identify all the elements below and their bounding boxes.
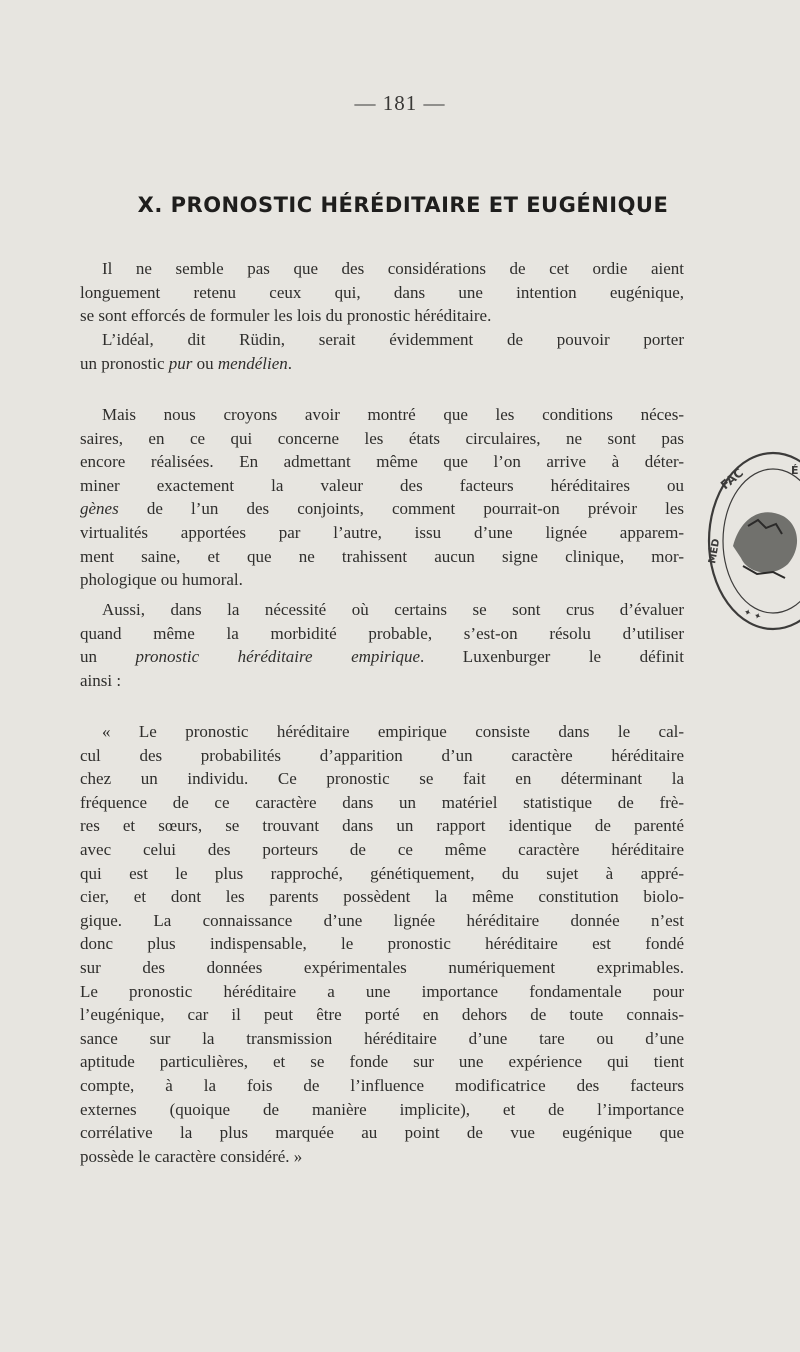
text-line: aptitude particulières, et se fonde sur une expérience qui tient (80, 1052, 684, 1072)
library-stamp (703, 446, 800, 636)
text-line: gique. La connaissance d’une lignée héréditaire donnée n’est (80, 910, 684, 930)
text-line (80, 645, 684, 669)
svg-text:É: É (791, 464, 799, 477)
text-line: corrélative la plus marquée au point de vue eugénique que (80, 1123, 684, 1143)
text-line: Le pronostic héréditaire a une importance fondamentale pour (80, 981, 684, 1001)
text-line: qui est le plus rapproché, génétiquement, du sujet à appré- (80, 863, 684, 883)
text-line: ment saine, et que ne trahissent aucun signe clinique, mor- (80, 546, 684, 566)
text-line: sance sur la transmission héréditaire d’une tare ou d’une (80, 1028, 684, 1048)
text-line: quand même la morbidité probable, s’est-on résolu d’utiliser (80, 623, 684, 643)
text-line: cier, et dont les parents possèdent la même constitution biolo- (80, 887, 684, 907)
text-line: res et sœurs, se trouvant dans un rapport identique de parenté (80, 816, 684, 836)
text-line: « Le pronostic héréditaire empirique consiste dans le cal- (102, 722, 684, 741)
text-fragment: un pronostic (80, 353, 169, 373)
text-line: saires, en ce qui concerne les états circulaires, ne sont pas (80, 428, 684, 448)
paragraph-3 (80, 403, 684, 592)
text-line: longuement retenu ceux qui, dans une intention eugénique, (80, 282, 684, 302)
text-line: possède le caractère considéré. » (80, 1146, 303, 1166)
italic-term: pronostic héréditaire empirique (135, 647, 421, 667)
text-line: miner exactement la valeur des facteurs héréditaires ou (80, 475, 684, 495)
text-line: encore réalisées. En admettant même que l’on arrive à déter- (80, 452, 684, 472)
text-line: l’eugénique, car il peut être porté en dehors de toute connais- (80, 1005, 684, 1025)
text-line: fréquence de ce caractère dans un matériel statistique de frè- (80, 792, 684, 812)
text-fragment: . Luxenburger le définit (420, 647, 685, 667)
text-line: avec celui des porteurs de ce même caractère héréditaire (80, 839, 684, 859)
svg-text:MÉD: MÉD (707, 537, 723, 565)
italic-term: gènes (80, 499, 119, 519)
text-line: Aussi, dans la nécessité où certains se sont crus d’évaluer (102, 600, 684, 619)
chapter-title: X. PRONOSTIC HÉRÉDITAIRE ET EUGÉNIQUE (137, 193, 669, 217)
italic-term: pur (168, 353, 193, 373)
text-line (80, 352, 684, 376)
text-line: Il ne semble pas que des considérations de cet ordie aient (102, 259, 684, 278)
text-line: virtualités apportées par l’autre, issu d’une lignée apparem- (80, 522, 684, 542)
svg-text:FAC: FAC (717, 465, 747, 493)
page-number: — 181 — (354, 91, 446, 115)
text-line: chez un individu. Ce pronostic se fait en déterminant la (80, 769, 684, 789)
text-line: se sont efforcés de formuler les lois du pronostic héréditaire. (80, 306, 492, 326)
svg-text:✦ ✦: ✦ ✦ (741, 607, 763, 624)
text-line: donc plus indispensable, le pronostic héréditaire est fondé (80, 934, 684, 954)
paragraph-1 (80, 257, 684, 328)
text-line: Mais nous croyons avoir montré que les conditions néces- (102, 405, 684, 424)
text-line (80, 497, 684, 521)
text-fragment: de l’un des conjoints, comment pourrait-on prévoir les (118, 499, 684, 519)
text-line: phologique ou humoral. (80, 570, 243, 590)
text-line: ainsi : (80, 670, 122, 690)
text-fragment: un (80, 647, 136, 667)
paragraph-4 (80, 598, 684, 692)
text-line: L’idéal, dit Rüdin, serait évidemment de pouvoir porter (102, 330, 684, 349)
italic-term: mendélien (217, 353, 288, 373)
text-fragment: . (287, 353, 293, 373)
quotation-paragraph (80, 720, 684, 1168)
text-line: cul des probabilités d’apparition d’un caractère héréditaire (80, 745, 684, 765)
text-line: sur des données expérimentales numériquement exprimables. (80, 957, 684, 977)
text-line: externes (quoique de manière implicite), et de l’importance (80, 1099, 684, 1119)
text-line: compte, à la fois de l’influence modificatrice des facteurs (80, 1075, 684, 1095)
paragraph-2 (80, 328, 684, 375)
text-fragment: ou (192, 353, 218, 373)
